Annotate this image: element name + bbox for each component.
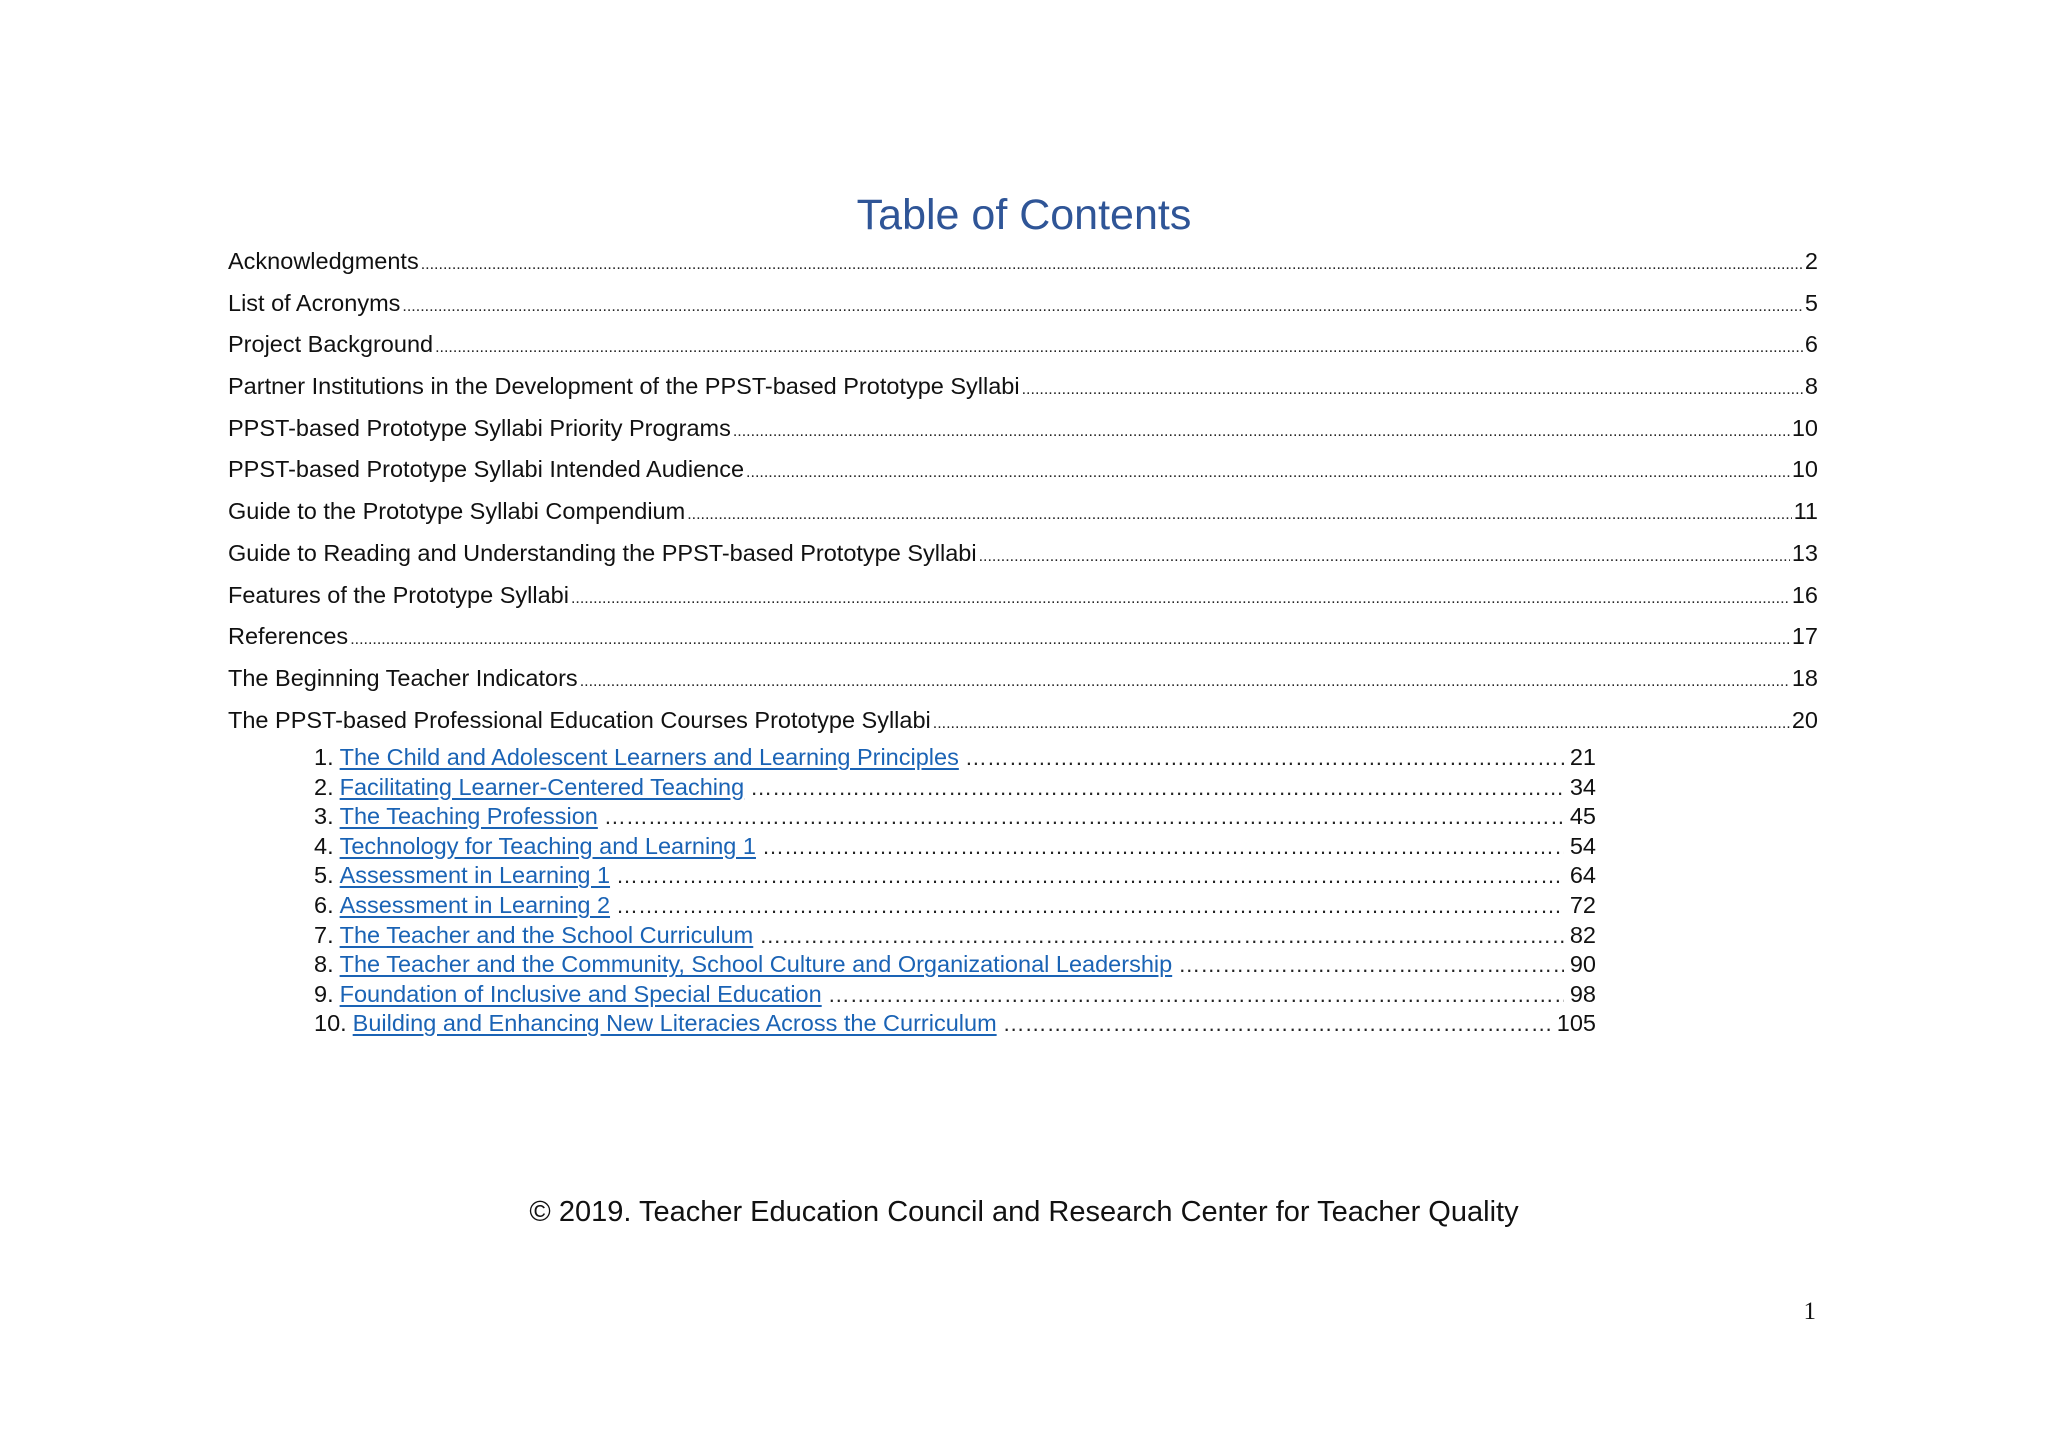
course-number: 8. — [314, 951, 334, 978]
course-page: 45 — [1569, 803, 1596, 830]
toc-entry — [228, 368, 1818, 410]
course-page: 21 — [1569, 744, 1596, 770]
dot-leader — [828, 980, 1564, 1009]
toc-entry-page: 20 — [1791, 706, 1818, 733]
toc-entry-label: PPST-based Prototype Syllabi Intended Audience — [228, 456, 745, 483]
dot-leader — [965, 743, 1564, 772]
course-link[interactable]: The Teacher and the School Curriculum — [339, 921, 754, 948]
dot-leader — [402, 291, 1803, 323]
course-number: 5. — [314, 862, 334, 889]
course-entry — [314, 861, 1596, 891]
page-title: Table of Contents — [856, 191, 1192, 239]
course-number: 9. — [314, 980, 334, 1007]
dot-leader — [759, 921, 1564, 950]
toc-entry-label: Guide to the Prototype Syllabi Compendium — [228, 498, 686, 525]
course-number: 7. — [314, 921, 334, 948]
toc-entry-label: Partner Institutions in the Development of the PPST-based Prototype Syllabi — [228, 373, 1020, 400]
toc-entry-label: List of Acronyms — [228, 289, 401, 316]
course-link[interactable]: Foundation of Inclusive and Special Education — [339, 980, 822, 1007]
toc-entry — [228, 243, 1818, 285]
toc-entry — [228, 493, 1818, 535]
toc-entry — [228, 451, 1818, 493]
toc-entry-label: The PPST-based Professional Education Courses Prototype Syllabi — [228, 706, 931, 733]
course-entry — [314, 773, 1596, 803]
dot-leader — [750, 773, 1564, 802]
copyright-notice: © 2019. Teacher Education Council and Research Center for Teacher Quality — [529, 1196, 1519, 1228]
toc-entry-page: 16 — [1791, 581, 1818, 608]
dot-leader — [604, 802, 1564, 831]
course-page: 72 — [1569, 891, 1596, 918]
course-page: 64 — [1569, 862, 1596, 889]
toc-entry-page: 13 — [1791, 539, 1818, 566]
course-number: 3. — [314, 803, 334, 830]
dot-leader — [762, 832, 1564, 861]
dot-leader — [350, 624, 1790, 656]
page-number: 1 — [1803, 1298, 1816, 1325]
toc-main-list — [228, 243, 1818, 743]
dot-leader — [979, 541, 1790, 573]
course-entry — [314, 921, 1596, 951]
dot-leader — [1003, 1009, 1551, 1038]
dot-leader — [1022, 374, 1803, 406]
course-entry — [314, 891, 1596, 921]
toc-entry-page: 8 — [1804, 373, 1818, 400]
course-entry — [314, 802, 1596, 832]
dot-leader — [421, 249, 1803, 281]
course-link[interactable]: Assessment in Learning 2 — [339, 891, 611, 918]
toc-entry-page: 10 — [1791, 456, 1818, 483]
course-syllabi-list — [314, 743, 1596, 1039]
toc-entry-label: Guide to Reading and Understanding the PPST-based Prototype Syllabi — [228, 539, 977, 566]
course-page: 90 — [1569, 951, 1596, 978]
toc-entry-page: 11 — [1793, 498, 1818, 525]
toc-entry-page: 5 — [1804, 289, 1818, 316]
course-number: 4. — [314, 832, 334, 859]
dot-leader — [435, 332, 1803, 364]
toc-entry-page: 17 — [1791, 623, 1818, 650]
course-entry — [314, 832, 1596, 862]
dot-leader — [1178, 950, 1564, 979]
dot-leader — [733, 416, 1790, 448]
toc-entry-label: Features of the Prototype Syllabi — [228, 581, 569, 608]
course-link[interactable]: The Teacher and the Community, School Culture and Organizational Leadership — [339, 951, 1173, 978]
course-number: 1. — [314, 744, 334, 770]
dot-leader — [933, 708, 1790, 740]
toc-entry-page: 18 — [1791, 664, 1818, 691]
dot-leader — [616, 861, 1564, 890]
toc-entry-label: Project Background — [228, 331, 434, 358]
toc-entry-label: The Beginning Teacher Indicators — [228, 664, 578, 691]
toc-entry-page: 10 — [1791, 414, 1818, 441]
toc-entry-page: 6 — [1804, 331, 1818, 358]
course-page: 105 — [1556, 1010, 1596, 1037]
course-link[interactable]: Assessment in Learning 1 — [339, 862, 611, 889]
course-link[interactable]: Technology for Teaching and Learning 1 — [339, 832, 756, 859]
toc-entry-page: 2 — [1804, 248, 1818, 274]
course-link[interactable]: Facilitating Learner-Centered Teaching — [339, 773, 745, 800]
toc-entry — [228, 660, 1818, 702]
toc-entry-label: Acknowledgments — [228, 248, 419, 274]
course-page: 98 — [1569, 980, 1596, 1007]
toc-entry — [228, 577, 1818, 619]
toc-entry — [228, 285, 1818, 327]
course-entry — [314, 743, 1596, 773]
dot-leader — [571, 583, 1790, 615]
toc-entry-label: References — [228, 623, 349, 650]
course-number: 10. — [314, 1010, 347, 1037]
course-page: 34 — [1569, 773, 1596, 800]
dot-leader — [616, 891, 1564, 920]
course-link[interactable]: Building and Enhancing New Literacies Across the Curriculum — [352, 1010, 997, 1037]
toc-entry — [228, 535, 1818, 577]
course-entry — [314, 980, 1596, 1010]
course-entry — [314, 950, 1596, 980]
course-page: 82 — [1569, 921, 1596, 948]
dot-leader — [687, 499, 1791, 531]
toc-entry — [228, 618, 1818, 660]
course-link[interactable]: The Child and Adolescent Learners and Learning Principles — [339, 744, 959, 770]
toc-entry — [228, 410, 1818, 452]
dot-leader — [580, 666, 1790, 698]
course-entry — [314, 1009, 1596, 1039]
toc-entry — [228, 702, 1818, 744]
toc-entry — [228, 326, 1818, 368]
dot-leader — [746, 457, 1790, 489]
course-link[interactable]: The Teaching Profession — [339, 803, 598, 830]
course-number: 2. — [314, 773, 334, 800]
toc-entry-label: PPST-based Prototype Syllabi Priority Programs — [228, 414, 731, 441]
course-page: 54 — [1569, 832, 1596, 859]
course-number: 6. — [314, 891, 334, 918]
